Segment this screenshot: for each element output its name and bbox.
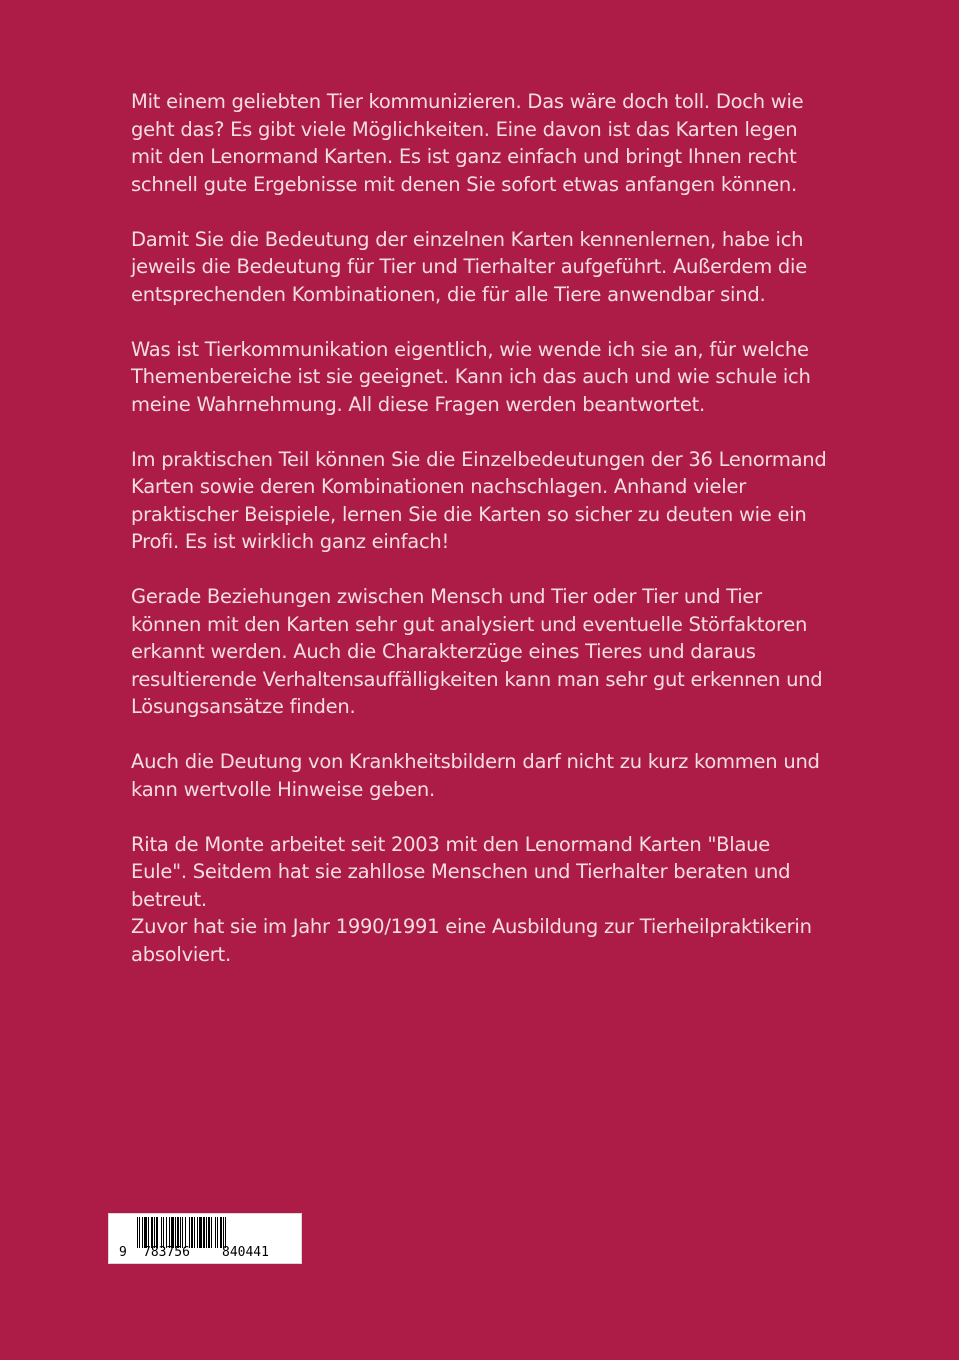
paragraph-practical-part: Im praktischen Teil können Sie die Einzelbedeutungen der 36 Lenormand Karten sowie deren Kombinationen nachschlagen. Anhand vieler praktischer Beispiele, lernen Sie die Karten so sicher zu deuten wie ein Profi. Es ist wirklich ganz einfach! (131, 447, 827, 553)
paragraph-author: Rita de Monte arbeitet seit 2003 mit den Lenormand Karten "Blaue Eule". Seitdem hat sie zahllose Menschen und Tierhalter beraten und betreut. (131, 832, 791, 911)
barcode-lead-digit: 9 (119, 1245, 127, 1260)
paragraph-animal-communication: Was ist Tierkommunikation eigentlich, wie wende ich sie an, für welche Themenbereiche ist sie geeignet. Kann ich das auch und wie schule ich meine Wahrnehmung. All diese Fragen werden beantwortet. (131, 337, 811, 416)
barcode-left-digits: 783756 (143, 1245, 190, 1260)
paragraph-relationships: Gerade Beziehungen zwischen Mensch und Tier oder Tier und Tier können mit den Karten sehr gut analysiert und eventuelle Störfaktoren erkannt werden. Auch die Charakterzüge eines Tieres und daraus resultierende Verhaltensauffälligkeiten kann man sehr gut erkennen und Lösungsansätze finden. (131, 585, 823, 718)
paragraph-intro: Mit einem geliebten Tier kommunizieren. Das wäre doch toll. Doch wie geht das? Es gibt viele Möglichkeiten. Eine davon ist das Karten legen mit den Lenormand Karten. Es ist ganz einfach und bringt Ihnen recht schnell gute Ergebnisse mit denen Sie sofort etwas anfangen können. (131, 90, 804, 196)
paragraph-illness: Auch die Deutung von Krankheitsbildern darf nicht zu kurz kommen und kann wertvolle Hinweise geben. (131, 750, 820, 801)
paragraph-card-meanings: Damit Sie die Bedeutung der einzelnen Karten kennenlernen, habe ich jeweils die Bedeutung für Tier und Tierhalter aufgeführt. Außerdem die entsprechenden Kombinationen, die für alle Tiere anwendbar sind. (131, 227, 807, 306)
isbn-barcode (108, 1213, 302, 1264)
barcode-digits (109, 1244, 303, 1262)
paragraph-author-training: Zuvor hat sie im Jahr 1990/1991 eine Ausbildung zur Tierheilpraktikerin absolviert. (131, 915, 812, 966)
blurb-text (131, 88, 831, 968)
barcode-right-digits: 840441 (222, 1245, 269, 1260)
